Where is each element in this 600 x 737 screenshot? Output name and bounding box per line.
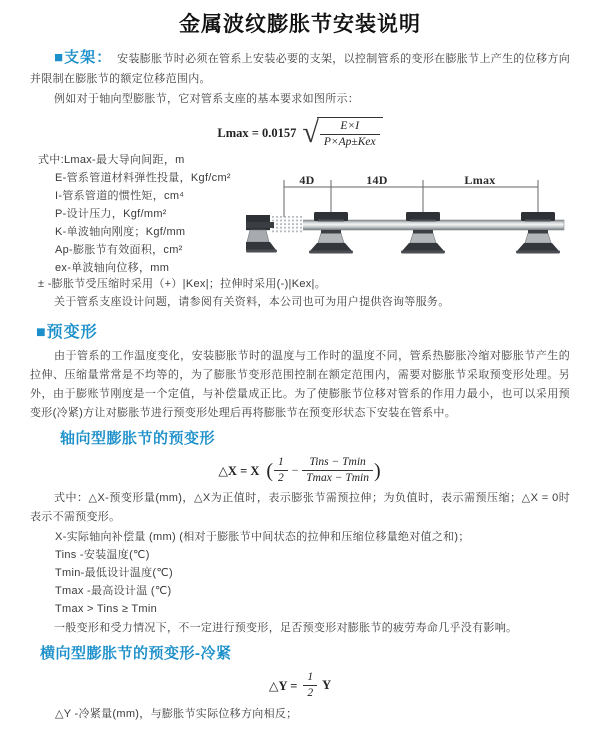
variable-definition: ex-单波轴向位移，mm: [55, 262, 170, 274]
formula-rhs: Y: [322, 678, 332, 692]
radicand: [317, 117, 383, 149]
variable-definition: 式中:Lmax-最大导向间距，m: [38, 154, 185, 166]
consult-note: 关于管系支座设计问题，请参阅有关资料，本公司也可为用户提供咨询等服务。: [54, 296, 450, 308]
variable-definition: P-设计压力，Kgf/mm²: [55, 208, 167, 220]
temperature-definition: Tins -安装温度(℃): [55, 549, 150, 561]
support-section-heading: ■支架：: [54, 49, 113, 66]
pipe-support-diagram: [246, 173, 576, 261]
axial-note: 一般变形和受力情况下，不一定进行预变形，足否预变形对膨胀节的疲劳寿命几乎没有影响。: [54, 622, 518, 634]
open-paren: (: [266, 459, 274, 482]
temperature-fraction: [302, 456, 373, 485]
minus-operator: −: [291, 464, 299, 477]
variable-definition: E-管系管道材料弹性投量，Kgf/cm²: [55, 172, 231, 184]
document-content: [0, 48, 600, 723]
variable-definition: I-管系管道的惯性矩，cm⁴: [55, 190, 185, 202]
fraction-numerator: E×I: [320, 120, 380, 135]
half-fraction: [303, 671, 317, 700]
fraction-denominator: Tmax − Tmin: [306, 472, 369, 484]
support-example-line: 例如对于轴向型膨胀节，它对管系支座的基本要求如图所示：: [54, 93, 360, 105]
fraction-denominator: P×Ap±Kex: [323, 136, 376, 148]
axial-formula-explanation: 式中：△X-预变形量(mm)，△X为正值时，表示膨张节需预拉伸；为负值时，表示需预压缩；△X = 0时表示不需预变形。: [30, 492, 570, 523]
guide-support: [401, 212, 445, 254]
sqrt-symbol: √: [302, 116, 319, 149]
fraction-denominator: 2: [278, 472, 284, 484]
temperature-definition: Tmin-最低设计温度(℃): [55, 567, 173, 579]
fraction-numerator: 1: [303, 671, 317, 686]
dimension-label: 4D: [299, 173, 315, 187]
support-intro-text: 安装膨胀节时必须在管系上安装必要的支架，以控制管系的变形在膨胀节上产生的位移方向并限制在膨胀节的额定位移范围内。: [30, 53, 571, 85]
variable-definition: K-单波轴向刚度；Kgf/mm: [55, 226, 186, 238]
pre-deform-paragraph: 由于管系的工作温度变化，安装膨胀节时的温度与工作时的温度不同，管系热膨胀冷缩对膨胀节产生的拉伸、压缩量常常是不均等的，为了膨胀节变形范围控制在额定范围内，需要对膨胀节采取预变形处理。另外，由于膨账节刚度是一个定值，与补偿量成正比。为了使膨胀节位移对管系的作用力最小，也可以采用预变形(冷紧)方让对膨胀节进行预变形处理后再将膨胀节在预变形状态下安装在管系中。: [30, 350, 570, 419]
temperature-definition: Tmax -最高设计温 (℃): [55, 585, 172, 597]
formula-lhs: △X = X: [218, 463, 260, 478]
sqrt-radical: [302, 117, 382, 149]
support-intro-paragraph: [30, 48, 570, 89]
half-fraction: [274, 456, 288, 485]
pre-deform-section-heading: ■预变形: [36, 324, 98, 341]
close-paren: ): [374, 459, 381, 482]
temperature-inequality: Tmax > Tins ≥ Tmin: [55, 603, 158, 615]
fraction: [320, 120, 380, 149]
formula-lhs: Lmax = 0.0157: [217, 125, 297, 140]
variables-and-diagram-block: [30, 151, 570, 275]
x-definition: X-实际轴向补偿量 (mm) (相对于膨胀节中间状态的拉伸和压缩位移量绝对值之和)；: [55, 531, 470, 543]
dimension-label: 14D: [366, 173, 388, 187]
axial-subsection-heading: 轴向型膨胀节的预变形: [60, 430, 216, 447]
formula-lhs: △Y =: [268, 678, 298, 693]
axial-predeform-formula: [30, 456, 570, 485]
dimension-label: Lmax: [464, 173, 496, 187]
bellows: [270, 216, 303, 234]
lateral-coldpull-formula: [30, 671, 570, 700]
fraction-numerator: 1: [274, 456, 288, 471]
temperature-definition-list: [30, 546, 570, 618]
guide-spacing-formula: [30, 117, 570, 149]
y-definition: △Y -冷紧量(mm)，与膨胀节实际位移方向相反；: [55, 708, 298, 720]
kex-sign-note: ± -膨胀节受压缩时采用（+）|Kex|；拉伸时采用(-)|Kex|。: [38, 278, 327, 290]
fraction-numerator: Tins − Tmin: [302, 456, 373, 471]
guide-support: [516, 212, 560, 254]
guide-support: [309, 212, 353, 254]
fraction-denominator: 2: [307, 687, 314, 699]
lateral-subsection-heading: 横向型膨胀节的预变形-冷紧: [40, 645, 232, 662]
page-title: 金属波纹膨胀节安装说明: [179, 13, 421, 36]
variable-definition: Ap-膨胀节有效面积，cm²: [55, 244, 183, 256]
